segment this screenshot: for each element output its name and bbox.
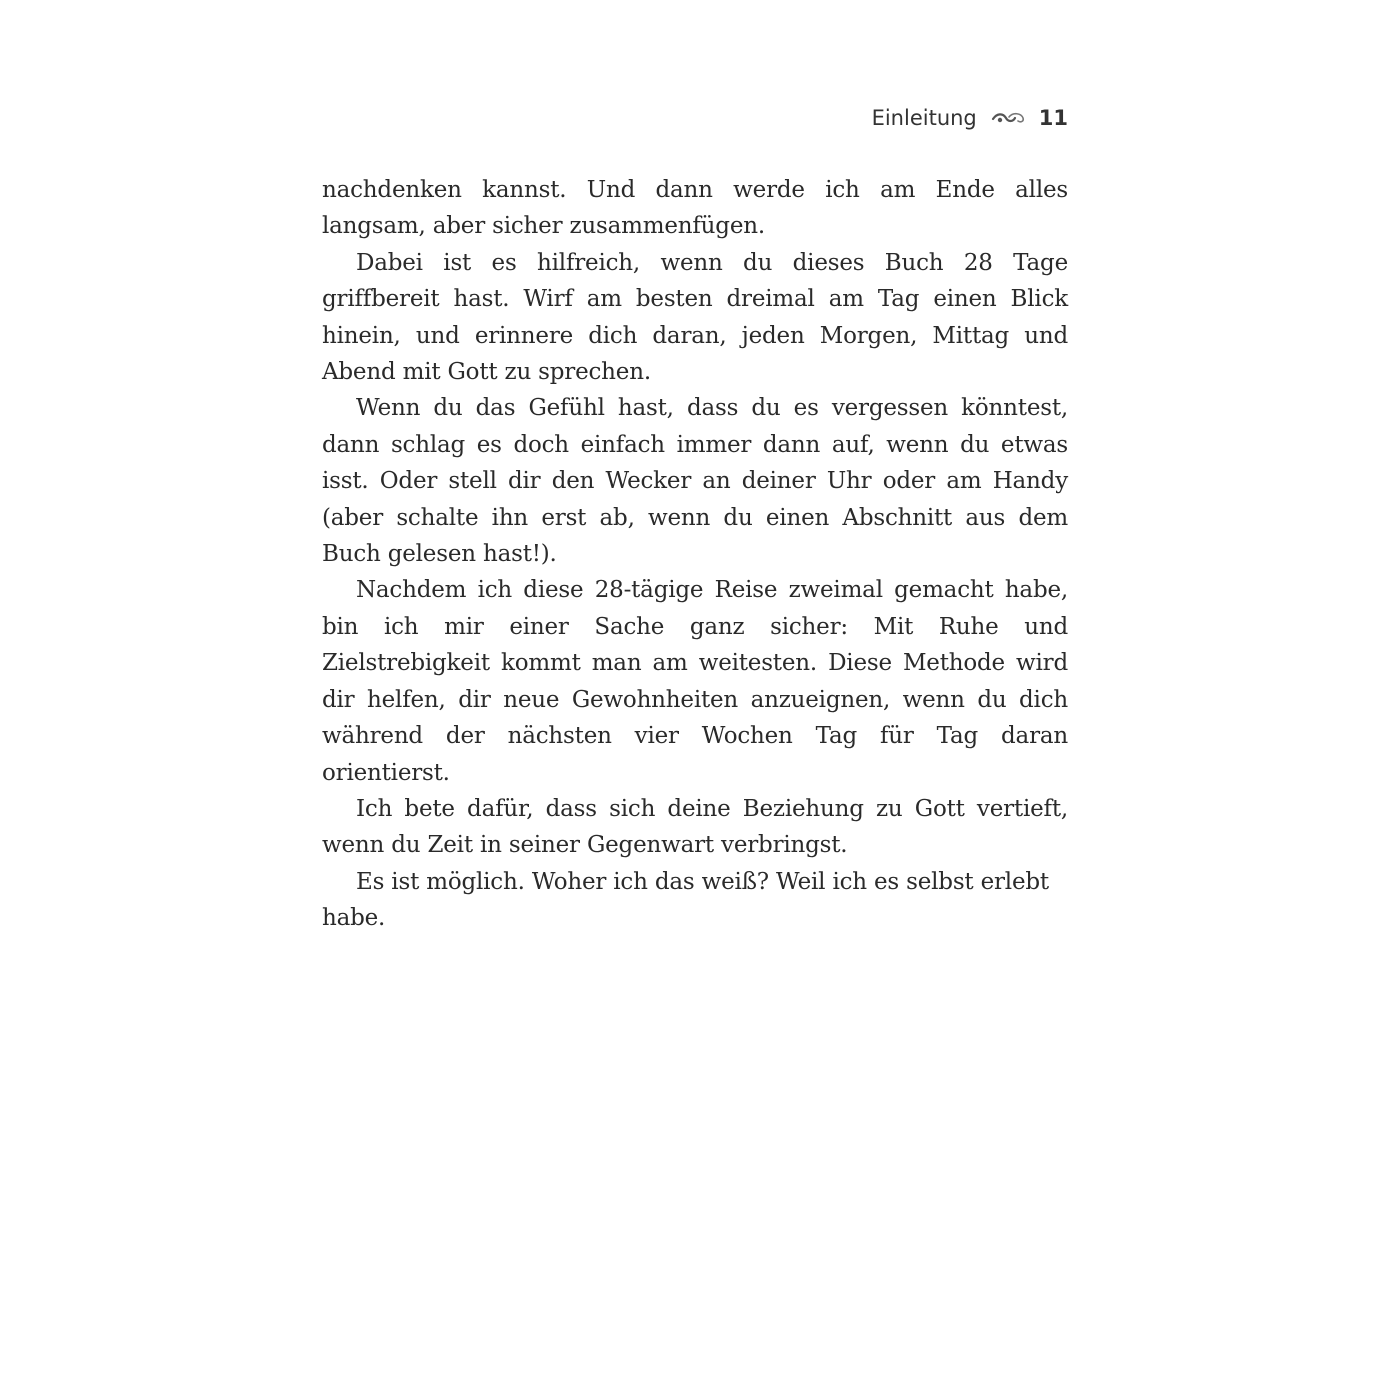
paragraph-1: nachdenken kannst. Und dann werde ich am Ende alles langsam, aber sicher zusammenfügen. [322,177,1068,240]
page-number: 11 [1038,106,1068,130]
paragraph-4: Nachdem ich diese 28-tägige Reise zweimal gemacht habe, bin ich mir einer Sache ganz sicher: Mit Ruhe und Zielstrebigkeit kommt man am weitesten. Diese Methode wird dir helfen, dir neue Gewohnheiten anzueignen, wenn du dich während der nächsten vier Wochen Tag für Tag daran orientierst. [322,577,1068,786]
section-title: Einleitung [871,106,977,130]
paragraph-3: Wenn du das Gefühl hast, dass du es vergessen könntest, dann schlag es doch einfach immer dann auf, wenn du etwas isst. Oder stell dir den Wecker an deiner Uhr oder am Handy (aber schalte ihn erst ab, wenn du einen Abschnitt aus dem Buch gelesen hast!). [322,395,1068,568]
paragraph-2: Dabei ist es hilfreich, wenn du dieses Buch 28 Tage griffbereit hast. Wirf am besten dreimal am Tag einen Blick hinein, und erinnere dich daran, jeden Morgen, Mittag und Abend mit Gott zu sprechen. [322,249,1068,386]
paragraph-6: Es ist möglich. Woher ich das weiß? Weil ich es selbst erlebt habe. [322,868,1049,932]
body-text [322,172,1068,937]
running-header [322,100,1068,136]
paragraph-5: Ich bete dafür, dass sich deine Beziehung zu Gott vertieft, wenn du Zeit in seiner Gegenwart verbringst. [322,795,1068,859]
swirl-ornament-icon [991,109,1025,127]
